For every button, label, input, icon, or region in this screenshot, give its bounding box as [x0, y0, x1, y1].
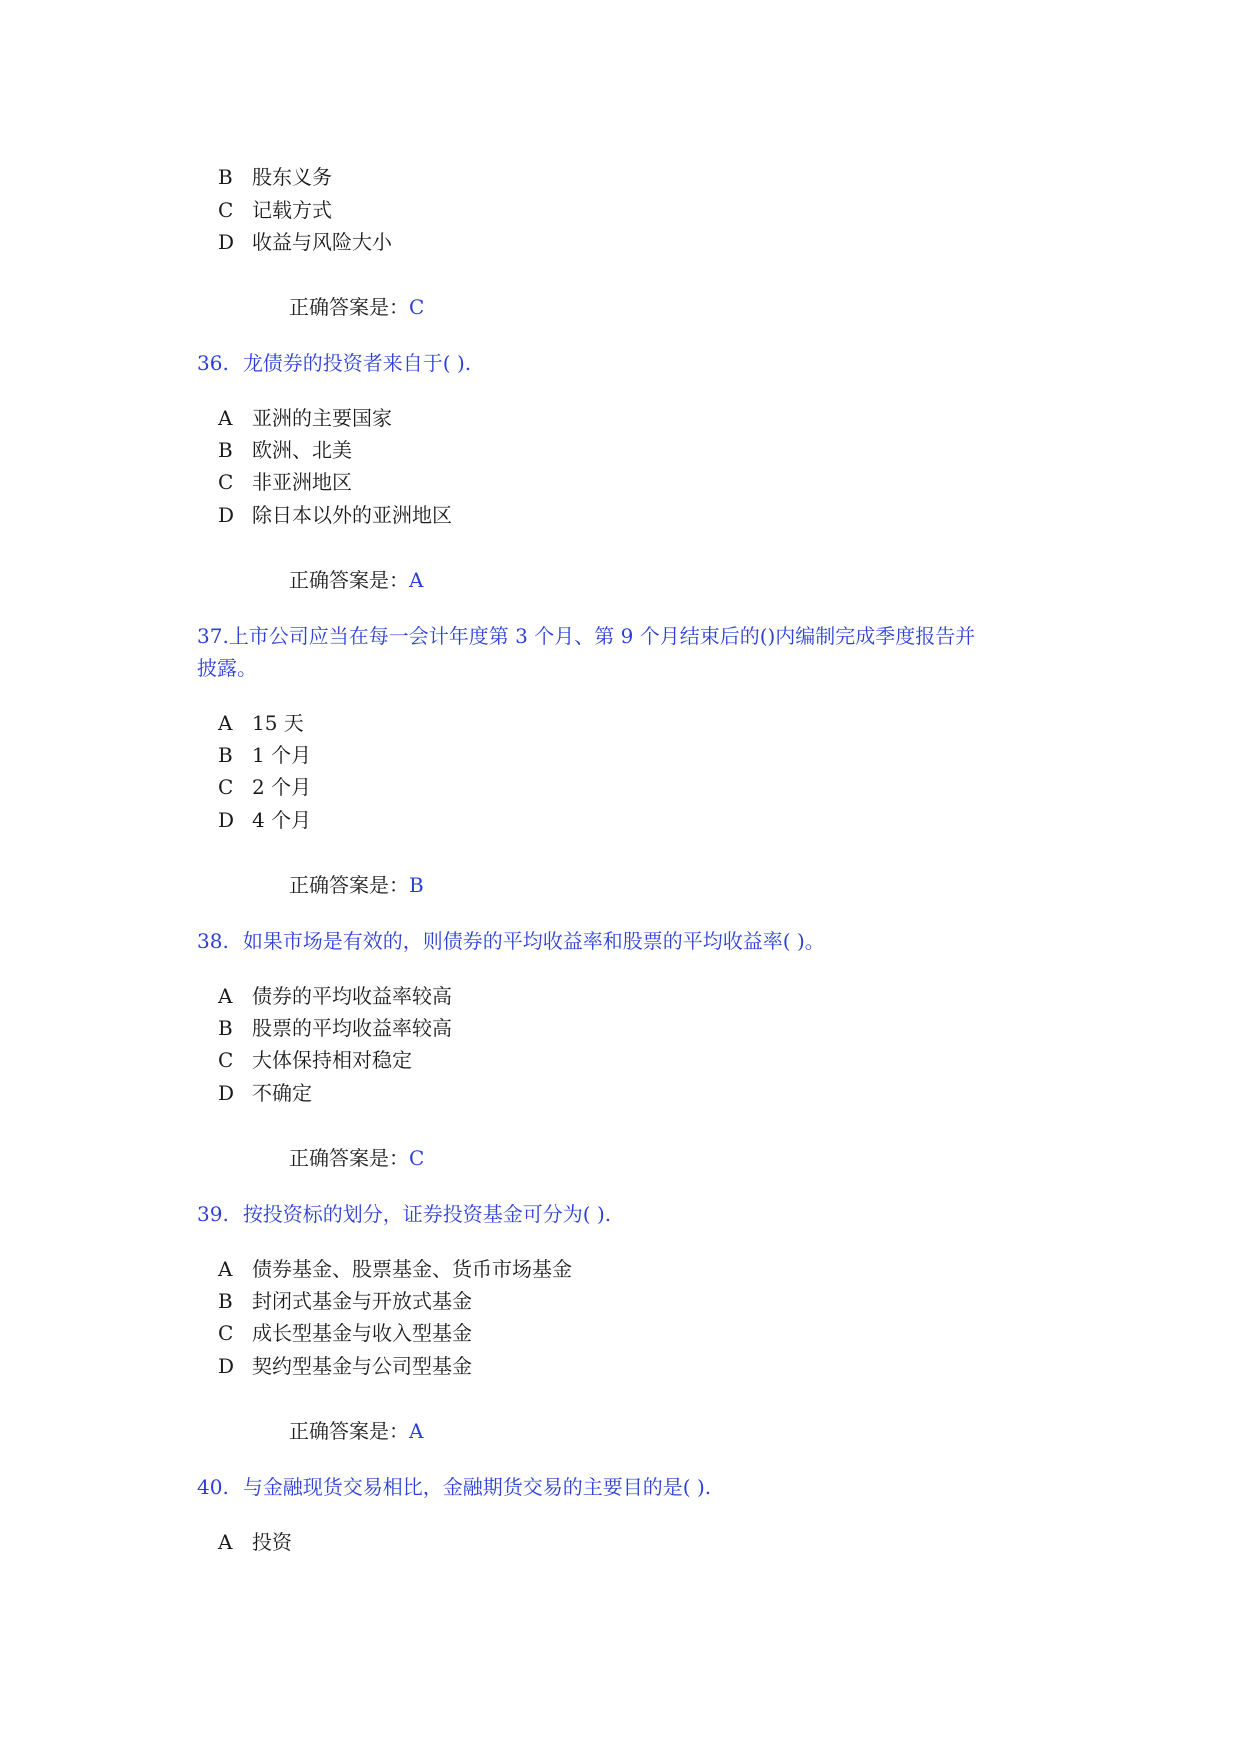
option-letter: D — [218, 808, 235, 832]
option-letter: A — [218, 984, 233, 1008]
option-text: 收益与风险大小 — [252, 230, 392, 254]
option-text: 亚洲的主要国家 — [252, 406, 392, 430]
option-letter: B — [218, 165, 233, 189]
correct-answer — [289, 567, 423, 593]
question-text-continued: 披露。 — [197, 656, 257, 680]
answer-label: 正确答案是： — [289, 1146, 409, 1170]
answer-label: 正确答案是： — [289, 1419, 409, 1443]
question-number: 39. — [197, 1202, 229, 1226]
option-letter: A — [218, 406, 233, 430]
correct-answer — [289, 872, 424, 898]
question-37 — [197, 623, 975, 649]
answer-value: A — [409, 568, 424, 592]
option-text: 记载方式 — [252, 198, 332, 222]
answer-label: 正确答案是： — [289, 568, 409, 592]
option-letter: B — [218, 743, 233, 767]
option-letter: A — [218, 1530, 233, 1554]
answer-value: B — [409, 873, 424, 897]
option-letter: D — [218, 1354, 235, 1378]
option-text: 非亚洲地区 — [252, 470, 352, 494]
correct-answer — [289, 294, 424, 320]
question-37-line-2 — [197, 655, 257, 681]
question-number: 37. — [197, 624, 229, 648]
option-letter: B — [218, 438, 233, 462]
option-text: 大体保持相对稳定 — [252, 1048, 412, 1072]
option-letter: A — [218, 711, 233, 735]
question-text: 如果市场是有效的，则债券的平均收益率和股票的平均收益率( )。 — [242, 929, 825, 953]
option-text: 2 个月 — [252, 775, 312, 799]
option-text: 债券的平均收益率较高 — [252, 984, 452, 1008]
question-40 — [197, 1474, 711, 1500]
option-text: 股东义务 — [252, 165, 332, 189]
correct-answer — [289, 1145, 424, 1171]
option-text: 封闭式基金与开放式基金 — [252, 1289, 472, 1313]
answer-value: A — [409, 1419, 424, 1443]
option-letter: C — [218, 470, 234, 494]
option-letter: B — [218, 1016, 233, 1040]
option-text: 欧洲、北美 — [252, 438, 352, 462]
option-letter: D — [218, 230, 235, 254]
option-text: 15 天 — [252, 711, 304, 735]
option-text: 不确定 — [252, 1081, 312, 1105]
option-text: 成长型基金与收入型基金 — [252, 1321, 472, 1345]
option-text: 除日本以外的亚洲地区 — [252, 503, 452, 527]
answer-value: C — [409, 295, 425, 319]
option-letter: C — [218, 1321, 234, 1345]
option-text: 投资 — [252, 1530, 292, 1554]
answer-value: C — [409, 1146, 425, 1170]
option-text: 债券基金、股票基金、货币市场基金 — [252, 1257, 572, 1281]
question-number: 40. — [197, 1475, 229, 1499]
option-letter: C — [218, 1048, 234, 1072]
question-39 — [197, 1201, 611, 1227]
question-text: 龙债券的投资者来自于( ). — [242, 351, 472, 375]
option-letter: C — [218, 775, 234, 799]
option-text: 4 个月 — [252, 808, 312, 832]
option-text: 1 个月 — [252, 743, 312, 767]
question-text: 与金融现货交易相比，金融期货交易的主要目的是( ). — [242, 1475, 712, 1499]
option-text: 契约型基金与公司型基金 — [252, 1354, 472, 1378]
answer-label: 正确答案是： — [289, 873, 409, 897]
option-letter: D — [218, 503, 235, 527]
question-text: 上市公司应当在每一会计年度第 3 个月、第 9 个月结束后的()内编制完成季度报告并 — [228, 624, 976, 648]
question-36 — [197, 350, 471, 376]
question-number: 38. — [197, 929, 229, 953]
option-letter: C — [218, 198, 234, 222]
answer-label: 正确答案是： — [289, 295, 409, 319]
question-number: 36. — [197, 351, 229, 375]
correct-answer — [289, 1418, 423, 1444]
question-text: 按投资标的划分，证券投资基金可分为( ). — [242, 1202, 612, 1226]
option-letter: A — [218, 1257, 233, 1281]
question-38 — [197, 928, 825, 954]
option-letter: D — [218, 1081, 235, 1105]
option-text: 股票的平均收益率较高 — [252, 1016, 452, 1040]
option-letter: B — [218, 1289, 233, 1313]
